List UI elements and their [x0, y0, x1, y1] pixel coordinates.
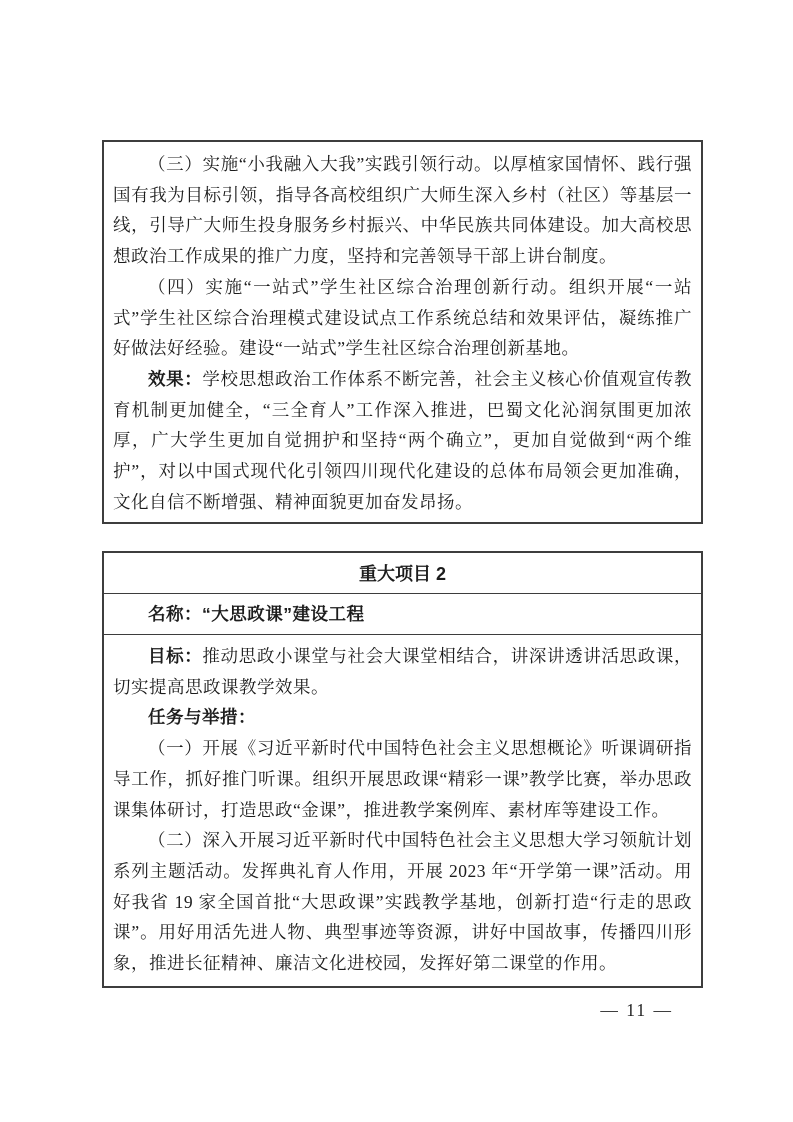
paragraph-task-two — [113, 825, 692, 979]
paragraph-text: 学校思想政治工作体系不断完善，社会主义核心价值观宣传教育机制更加健全，“三全育人”工作深入推进，巴蜀文化沁润氛围更加浓厚，广大学生更加自觉拥护和坚持“两个确立”，更加自觉做到“两个维护”，对以中国式现代化引领四川现代化建设的总体布局领会更加准确，文化自信不断增强、精神面貌更加奋发昂扬。 — [113, 368, 693, 512]
paragraph-text: （三）实施“小我融入大我”实践引领行动。以厚植家国情怀、践行强国有我为目标引领，指导各高校组织广大师生深入乡村（社区）等基层一线，引导广大师生投身服务乡村振兴、中华民族共同体建设。加大高校思想政治工作成果的推广力度，坚持和完善领导干部上讲台制度。 — [113, 154, 692, 267]
tasks-label: 任务与举措： — [148, 707, 256, 728]
paragraph-text: （二）深入开展习近平新时代中国特色社会主义思想大学习领航计划系列主题活动。发挥典礼育人作用，开展 2023 年“开学第一课”活动。用好我省 19 家全国首批“大思政课”实践教学基地，创新打造“行走的思政课”。用好用活先进人物、典型事迹等资源，讲好中国故事，传播四川形象，推进长征精神、廉洁文化进校园，发挥好第二课堂的作用。 — [113, 830, 692, 974]
page-number: — 11 — — [600, 1000, 673, 1020]
paragraph-text: （四）实施“一站式”学生社区综合治理创新行动。组织开展“一站式”学生社区综合治理模式建设试点工作系统总结和效果评估，凝练推广好做法好经验。建设“一站式”学生社区综合治理创新基地。 — [113, 276, 692, 359]
paragraph-text: （一）开展《习近平新时代中国特色社会主义思想概论》听课调研指导工作，抓好推门听课。组织开展思政课“精彩一课”教学比赛，举办思政课集体研讨，打造思政“金课”，推进教学案例库、素材库等建设工作。 — [113, 738, 692, 820]
project-2-name-row — [104, 594, 701, 635]
project-2-table — [102, 551, 703, 988]
paragraph-action-four — [113, 272, 692, 364]
paragraph-effects — [113, 364, 692, 518]
project-2-body — [104, 635, 701, 979]
paragraph-text: 推动思政小课堂与社会大课堂相结合，讲深讲透讲活思政课，切实提高思政课教学效果。 — [113, 646, 693, 697]
project-2-header-row — [104, 553, 701, 594]
name-label: 名称： — [148, 603, 202, 624]
paragraph-goal — [113, 641, 692, 702]
project-2-title: 重大项目 2 — [358, 564, 446, 584]
paragraph-tasks-heading — [113, 702, 692, 733]
paragraph-task-one — [113, 733, 692, 825]
goal-label: 目标： — [148, 646, 203, 666]
name-text: “大思政课”建设工程 — [202, 603, 365, 624]
paragraph-action-three — [113, 149, 692, 272]
project-2-name — [113, 599, 692, 630]
project-1-continuation-box — [102, 140, 703, 524]
effects-label: 效果： — [148, 368, 203, 389]
